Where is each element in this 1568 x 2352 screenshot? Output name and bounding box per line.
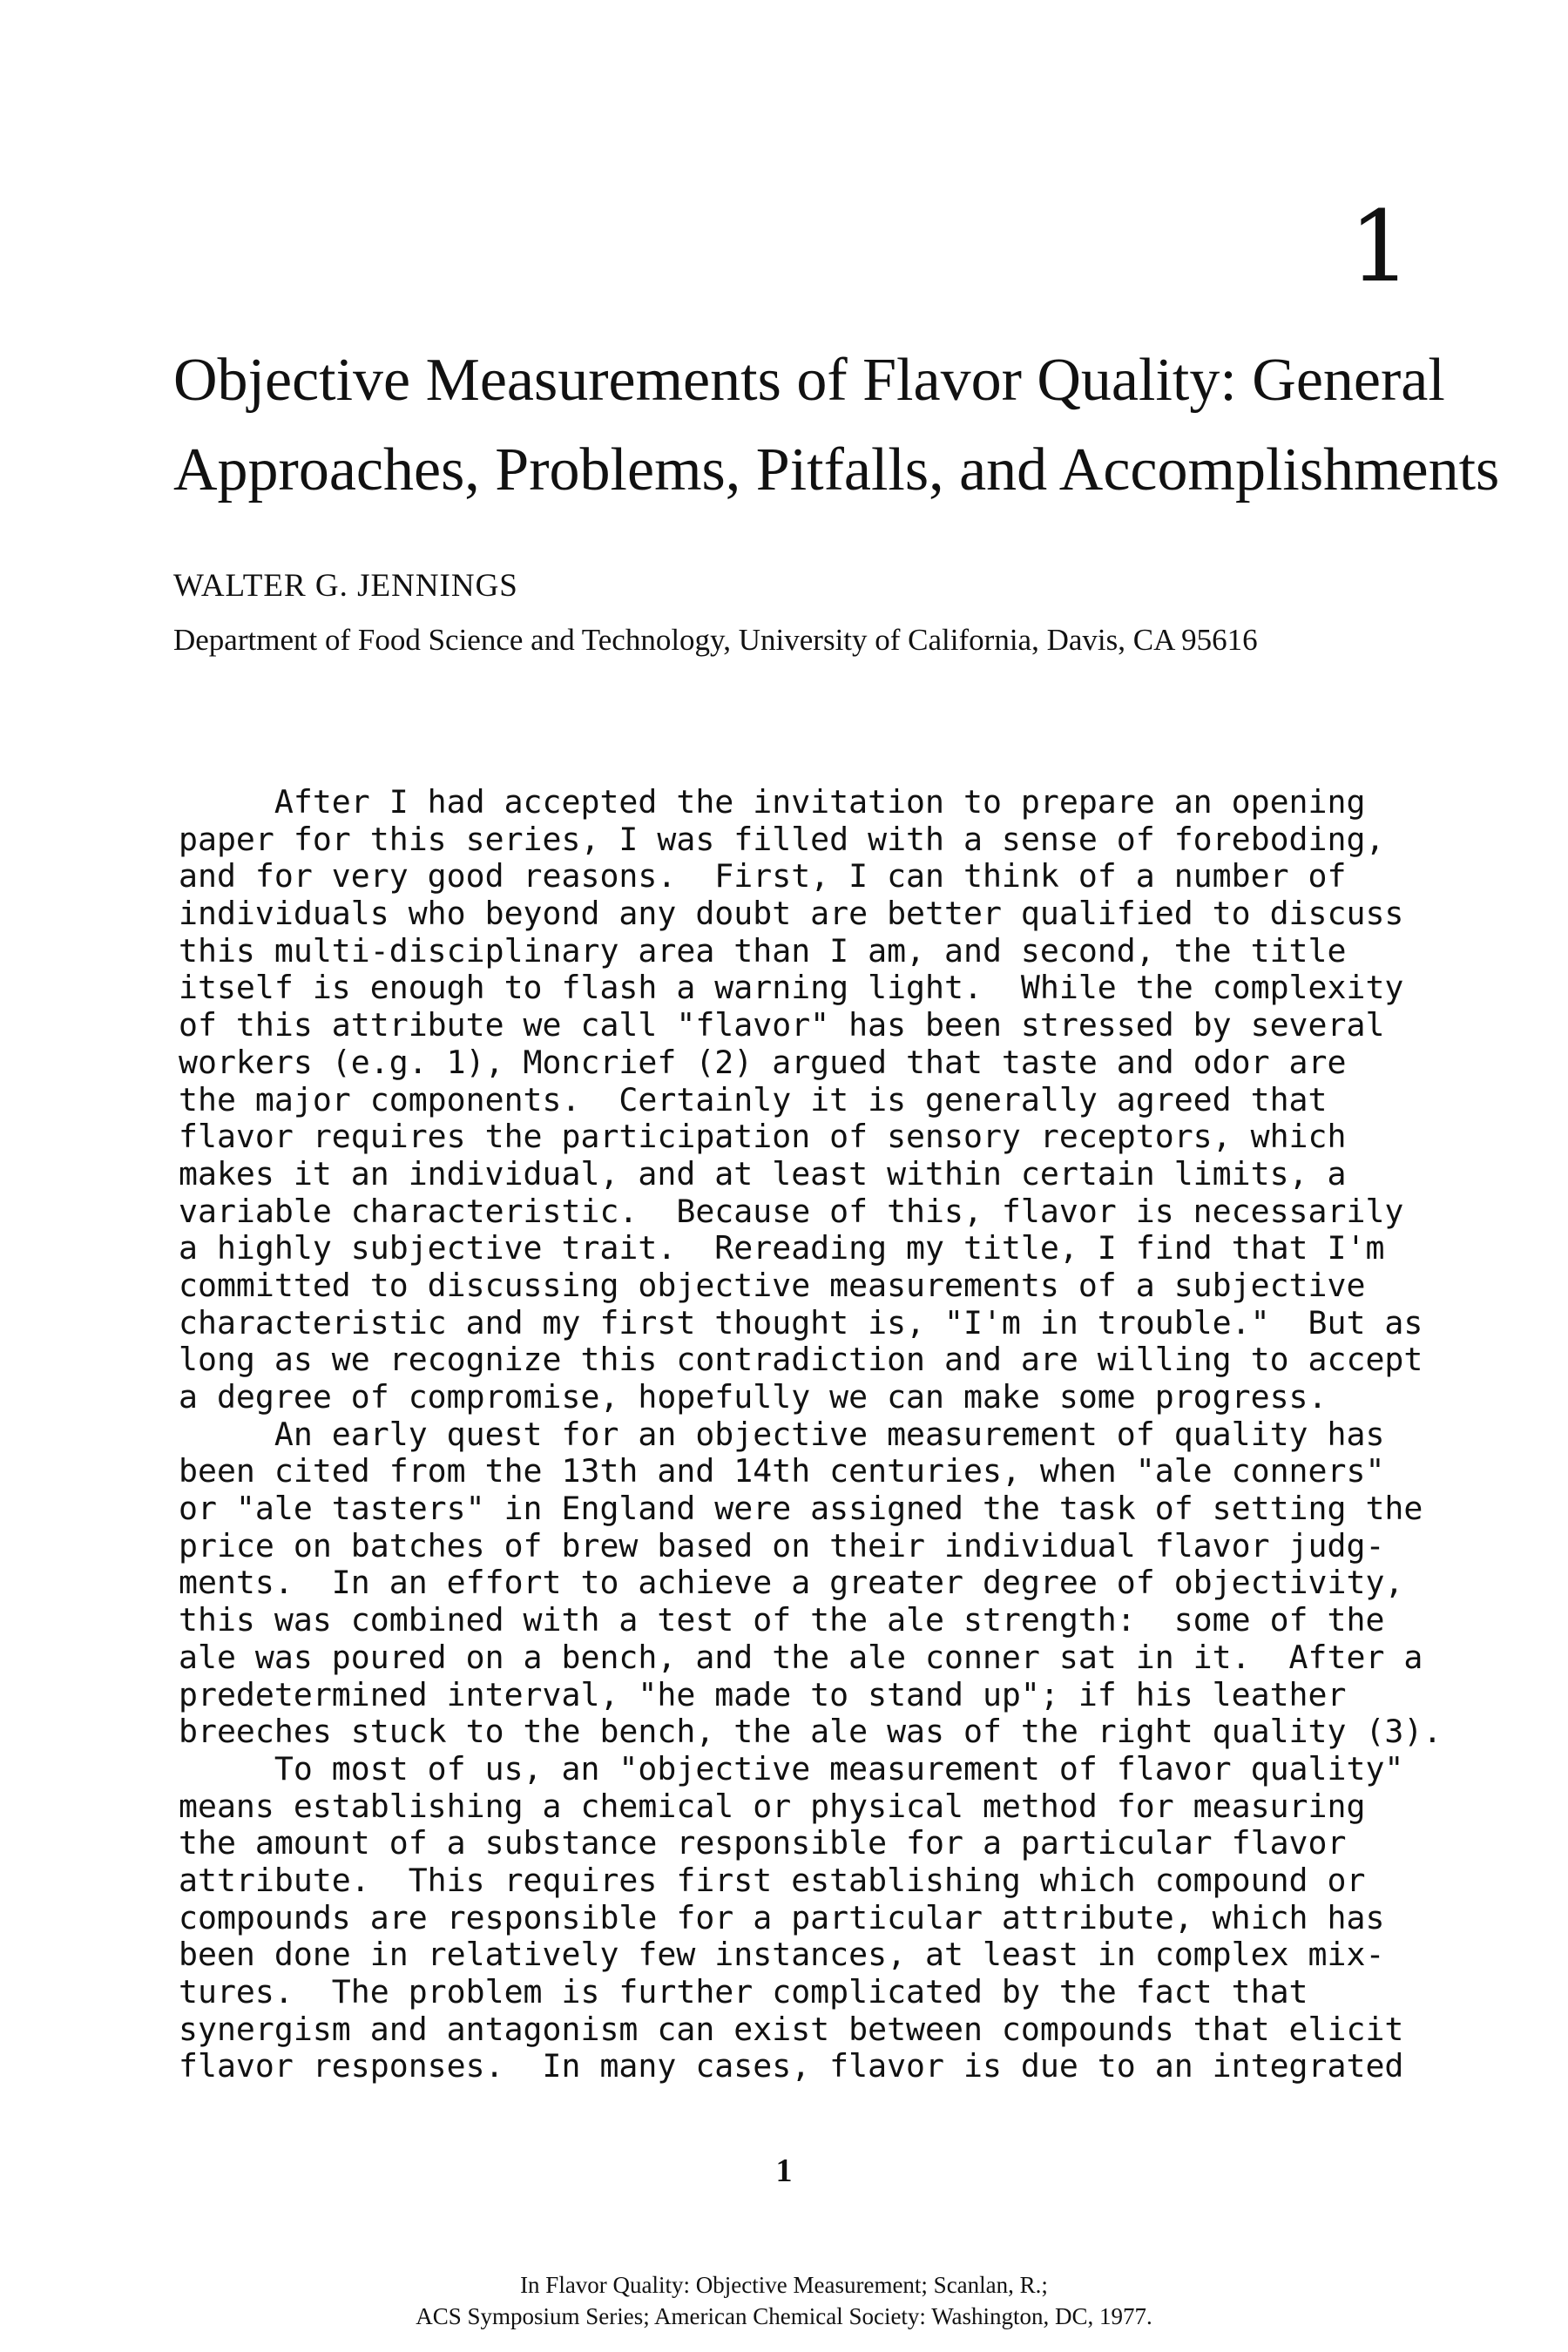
- body-line: this multi-disciplinary area than I am, and second, the title: [179, 931, 1347, 970]
- body-line: been cited from the 13th and 14th centuries, when "ale conners": [179, 1452, 1385, 1490]
- body-line: characteristic and my first thought is, "I'm in trouble." But as: [179, 1303, 1423, 1342]
- author-affiliation: Department of Food Science and Technology, University of California, Davis, CA 95616: [173, 623, 1258, 657]
- body-line: a highly subjective trait. Rereading my title, I find that I'm: [179, 1229, 1385, 1267]
- body-line: committed to discussing objective measurements of a subjective: [179, 1266, 1366, 1304]
- body-line: tures. The problem is further complicated by the fact that: [179, 1973, 1308, 2011]
- body-line: flavor requires the participation of sensory receptors, which: [179, 1118, 1347, 1156]
- article-title: [173, 335, 1500, 515]
- body-line: An early quest for an objective measurement of quality has: [179, 1415, 1385, 1453]
- body-line: the amount of a substance responsible for a particular flavor: [179, 1824, 1347, 1862]
- body-line: variable characteristic. Because of this, flavor is necessarily: [179, 1192, 1404, 1230]
- citation-line: ACS Symposium Series; American Chemical Society: Washington, DC, 1977.: [416, 2303, 1152, 2329]
- body-line: price on batches of brew based on their individual flavor judg-: [179, 1526, 1385, 1565]
- title-line: Objective Measurements of Flavor Quality: General: [173, 347, 1445, 414]
- body-text: [179, 784, 1442, 2085]
- citation-footer: [0, 2269, 1568, 2332]
- body-line: and for very good reasons. First, I can think of a number of: [179, 857, 1347, 896]
- body-line: ale was poured on a bench, and the ale conner sat in it. After a: [179, 1638, 1423, 1676]
- body-line: a degree of compromise, hopefully we can make some progress.: [179, 1378, 1328, 1416]
- body-line: To most of us, an "objective measurement of flavor quality": [179, 1749, 1404, 1788]
- body-line: long as we recognize this contradiction and are willing to accept: [179, 1341, 1423, 1379]
- chapter-number: 1: [1348, 191, 1411, 304]
- body-line: paper for this series, I was filled with a sense of foreboding,: [179, 820, 1385, 858]
- body-line: compounds are responsible for a particular attribute, which has: [179, 1898, 1385, 1936]
- body-line: means establishing a chemical or physical method for measuring: [179, 1787, 1366, 1825]
- body-line: flavor responses. In many cases, flavor is due to an integrated: [179, 2047, 1404, 2085]
- body-line: makes it an individual, and at least within certain limits, a: [179, 1154, 1347, 1193]
- body-line: itself is enough to flash a warning light. While the complexity: [179, 969, 1404, 1007]
- body-line: of this attribute we call "flavor" has been stressed by several: [179, 1006, 1385, 1044]
- body-line: the major components. Certainly it is generally agreed that: [179, 1080, 1328, 1119]
- page-number: 1: [775, 2153, 793, 2189]
- title-line: Approaches, Problems, Pitfalls, and Accomplishments: [173, 436, 1500, 504]
- body-line: attribute. This requires first establishing which compound or: [179, 1861, 1366, 1899]
- body-line: or "ale tasters" in England were assigned the task of setting the: [179, 1490, 1423, 1528]
- body-line: ments. In an effort to achieve a greater degree of objectivity,: [179, 1564, 1404, 1602]
- author-name: WALTER G. JENNINGS: [173, 568, 518, 604]
- body-line: After I had accepted the invitation to prepare an opening: [179, 783, 1366, 821]
- body-line: this was combined with a test of the ale strength: some of the: [179, 1601, 1385, 1639]
- body-line: breeches stuck to the bench, the ale was of the right quality (3).: [179, 1713, 1443, 1751]
- citation-line: In Flavor Quality: Objective Measurement; Scanlan, R.;: [520, 2272, 1048, 2298]
- body-line: workers (e.g. 1), Moncrief (2) argued that taste and odor are: [179, 1043, 1347, 1081]
- body-line: predetermined interval, "he made to stand up"; if his leather: [179, 1675, 1347, 1713]
- body-line: individuals who beyond any doubt are better qualified to discuss: [179, 895, 1404, 933]
- body-line: synergism and antagonism can exist between compounds that elicit: [179, 2010, 1404, 2048]
- body-line: been done in relatively few instances, at least in complex mix-: [179, 1936, 1385, 1974]
